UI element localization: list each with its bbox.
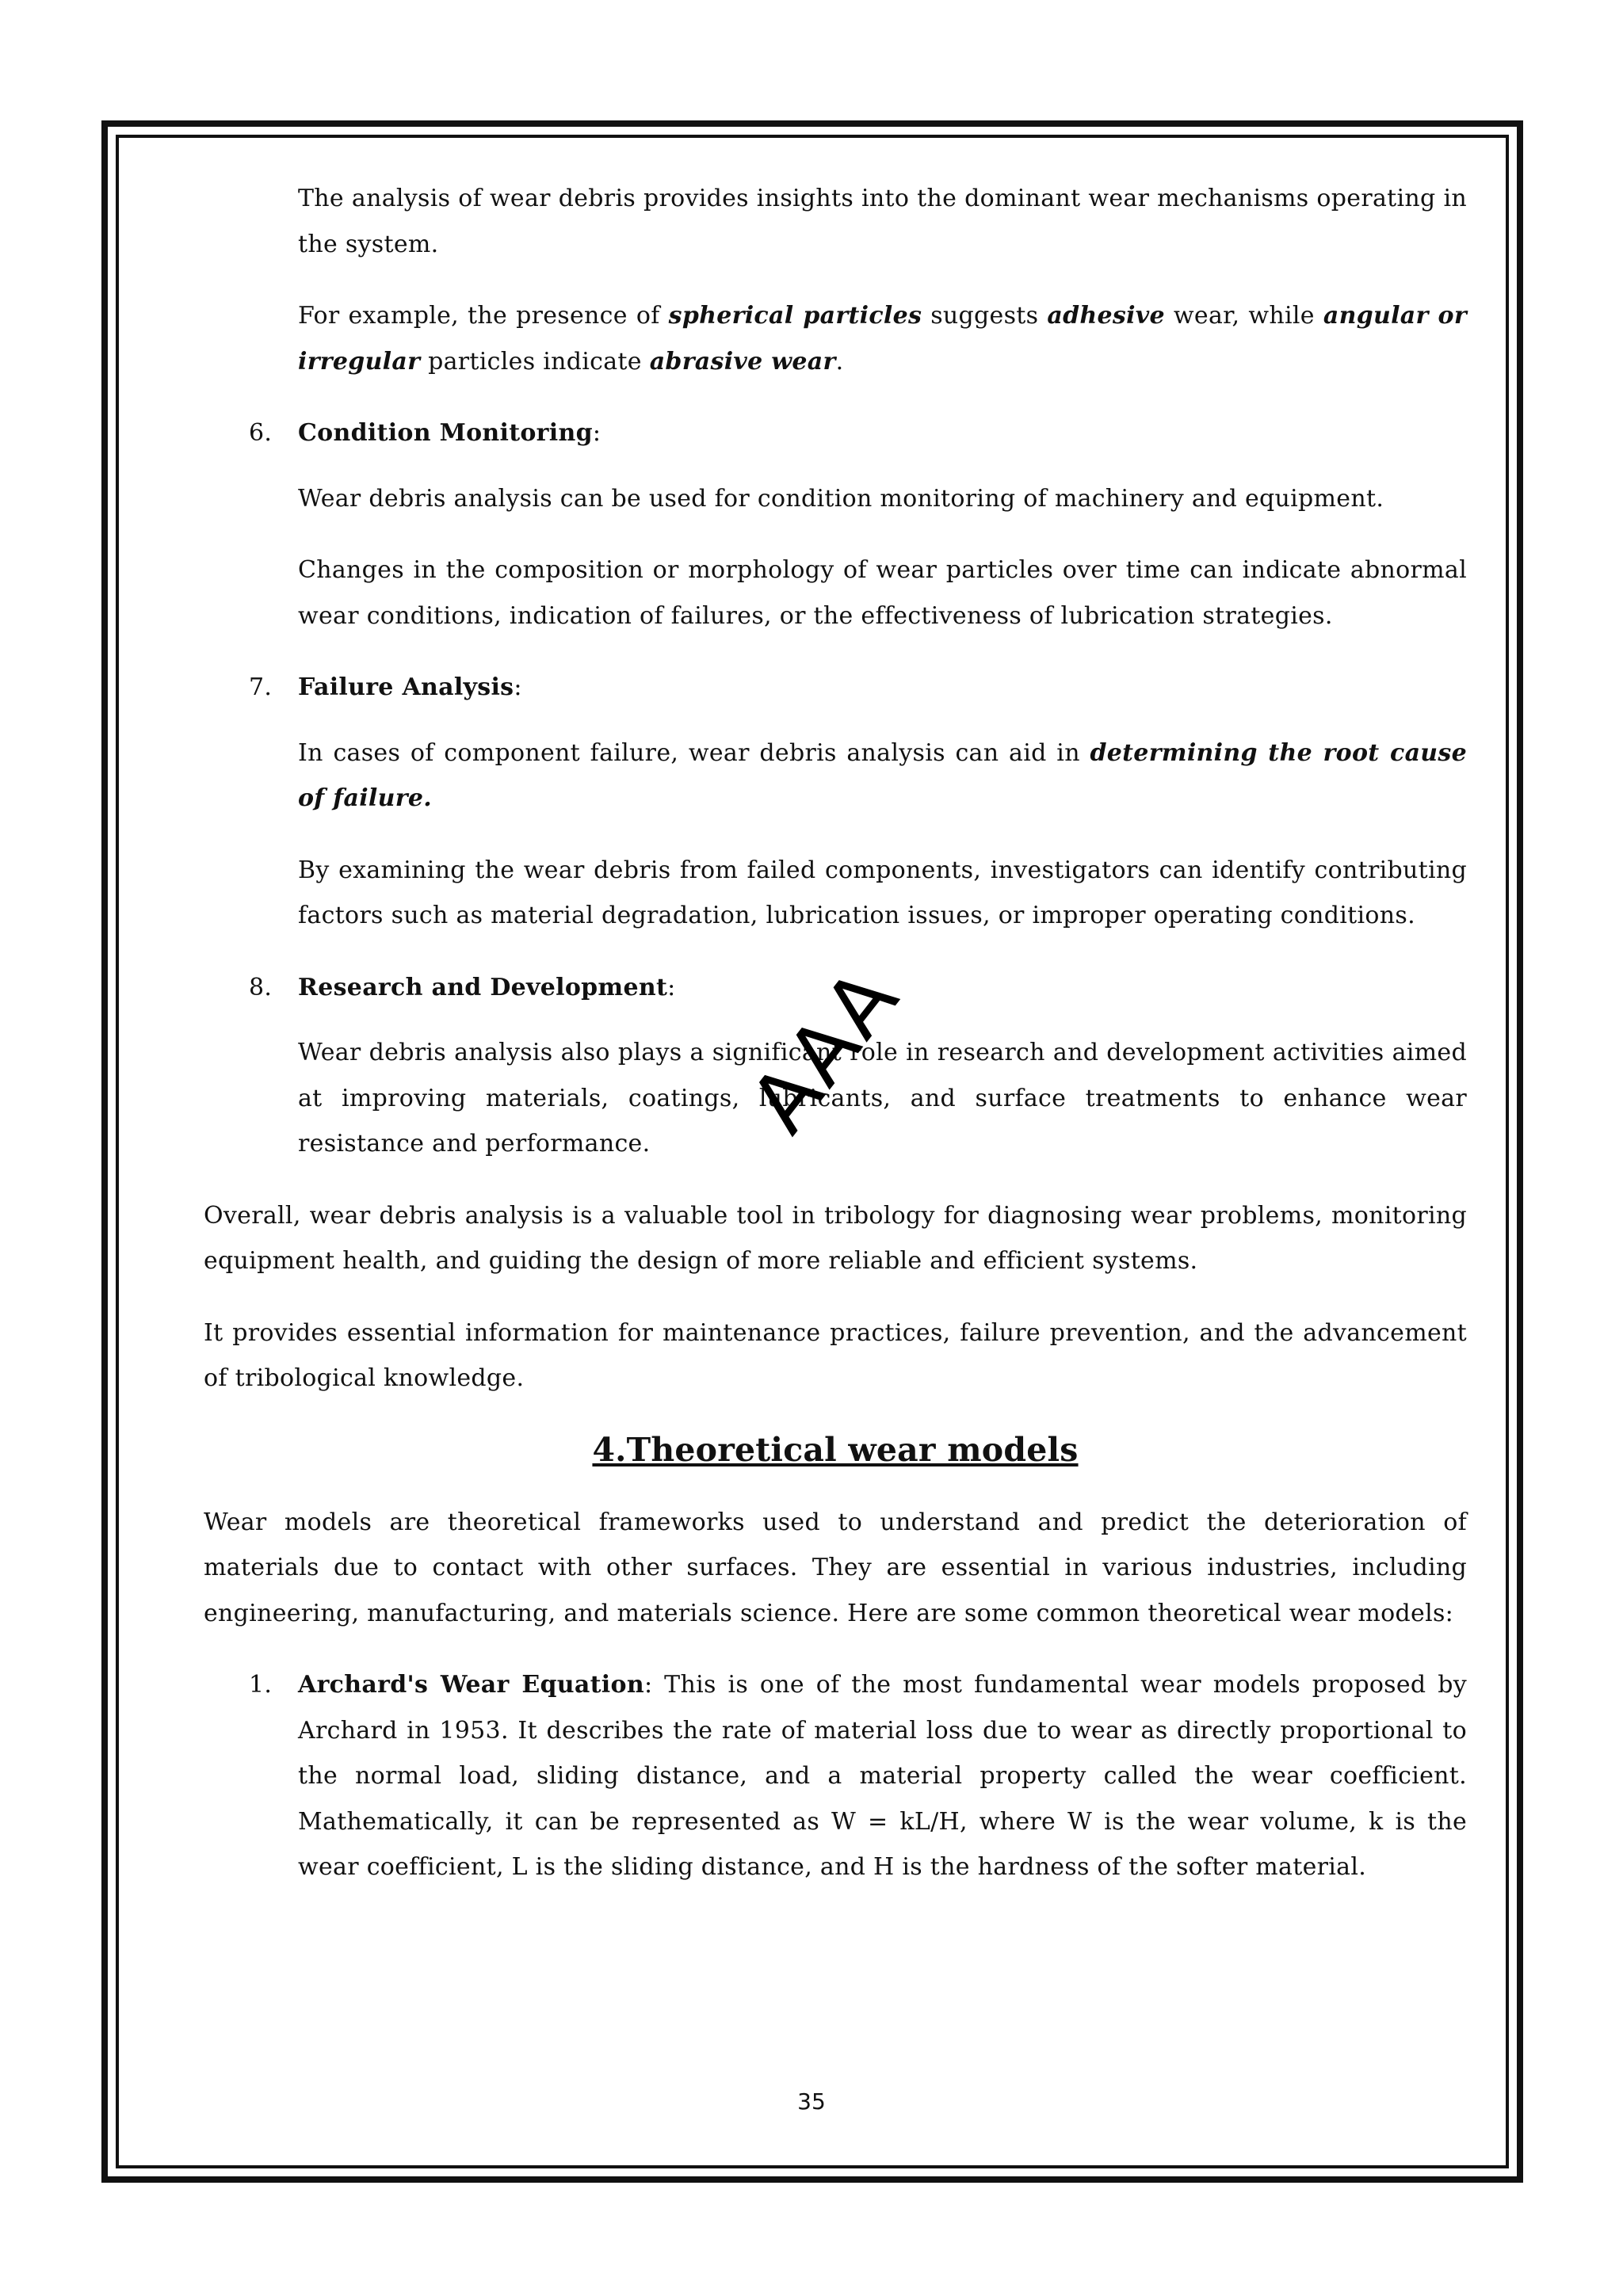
item-colon: : [592,419,601,447]
intro-paragraph-2 [298,293,1467,384]
intro-text: . [835,347,844,376]
emphasis-spherical-particles: spherical particles [668,302,922,330]
item-colon: : [514,673,522,701]
list-item-failure-analysis [249,665,1467,711]
section-heading: 4.Theoretical wear models [592,1430,1079,1469]
item-paragraph [298,730,1467,822]
watermark-stamp: AAA [731,949,918,1150]
list-item-archard-equation [249,1662,1467,1890]
intro-text: particles indicate [420,347,650,376]
intro-text: For example, the presence of [298,302,669,330]
item-title: Archard's Wear Equation [298,1671,644,1699]
emphasis-angular-irregular: angular or irregular [298,302,1467,376]
list-number: 8. [249,973,273,1001]
item-colon: : [667,973,676,1001]
list-number: 1. [249,1671,273,1699]
item-title: Failure Analysis [298,673,514,701]
section-intro-paragraph: Wear models are theoretical frameworks used to understand and predict the deterioration of materials due to contact with other surfaces. They are essential in various industries, including engineering, manufacturing, and materials science. Here are some common theoretical wear models: [204,1508,1467,1627]
list-number: 7. [249,673,273,701]
item-text: : This is one of the most fundamental wear models proposed by Archard in 1953. It describes the rate of material loss due to wear as directly proportional to the normal load, sliding distance, and a material property called the wear coefficient. Mathematically, it can be represented as W = kL/H, where W is the wear volume, k is the wear coefficient, L is the sliding distance, and H is the hardness of the softer material. [298,1671,1467,1881]
emphasis-abrasive-wear: abrasive wear [649,347,836,376]
emphasis-adhesive: adhesive [1047,302,1165,330]
intro-paragraph-1: The analysis of wear debris provides insights into the dominant wear mechanisms operating in the system. [298,185,1467,258]
item-paragraph: Wear debris analysis can be used for condition monitoring of machinery and equipment. [298,484,1384,513]
item-title: Research and Development [298,973,668,1001]
item-paragraph: Wear debris analysis also plays a significant role in research and development activities aimed at improving materials, coatings, lubricants, and surface treatments to enhance wear resistance and performance. [298,1039,1467,1158]
list-item-condition-monitoring [249,410,1467,456]
item-paragraph: By examining the wear debris from failed components, investigators can identify contributing factors such as material degradation, lubrication issues, or improper operating conditions. [298,856,1467,929]
intro-text: suggests [922,302,1048,330]
item-text: In cases of component failure, wear debris analysis can aid in [298,738,1090,767]
emphasis-root-cause: determining the root cause of failure. [298,738,1467,812]
summary-paragraph-1: Overall, wear debris analysis is a valuable tool in tribology for diagnosing wear problems, monitoring equipment health, and guiding the design of more reliable and efficient systems. [204,1201,1467,1275]
item-paragraph: Changes in the composition or morphology of wear particles over time can indicate abnormal wear conditions, indication of failures, or the effectiveness of lubrication strategies. [298,556,1467,630]
list-number: 6. [249,419,273,447]
summary-paragraph-2: It provides essential information for maintenance practices, failure prevention, and the advancement of tribological knowledge. [204,1318,1467,1392]
intro-text: wear, while [1164,302,1323,330]
item-title: Condition Monitoring [298,419,593,447]
page-number: 35 [797,2088,826,2115]
